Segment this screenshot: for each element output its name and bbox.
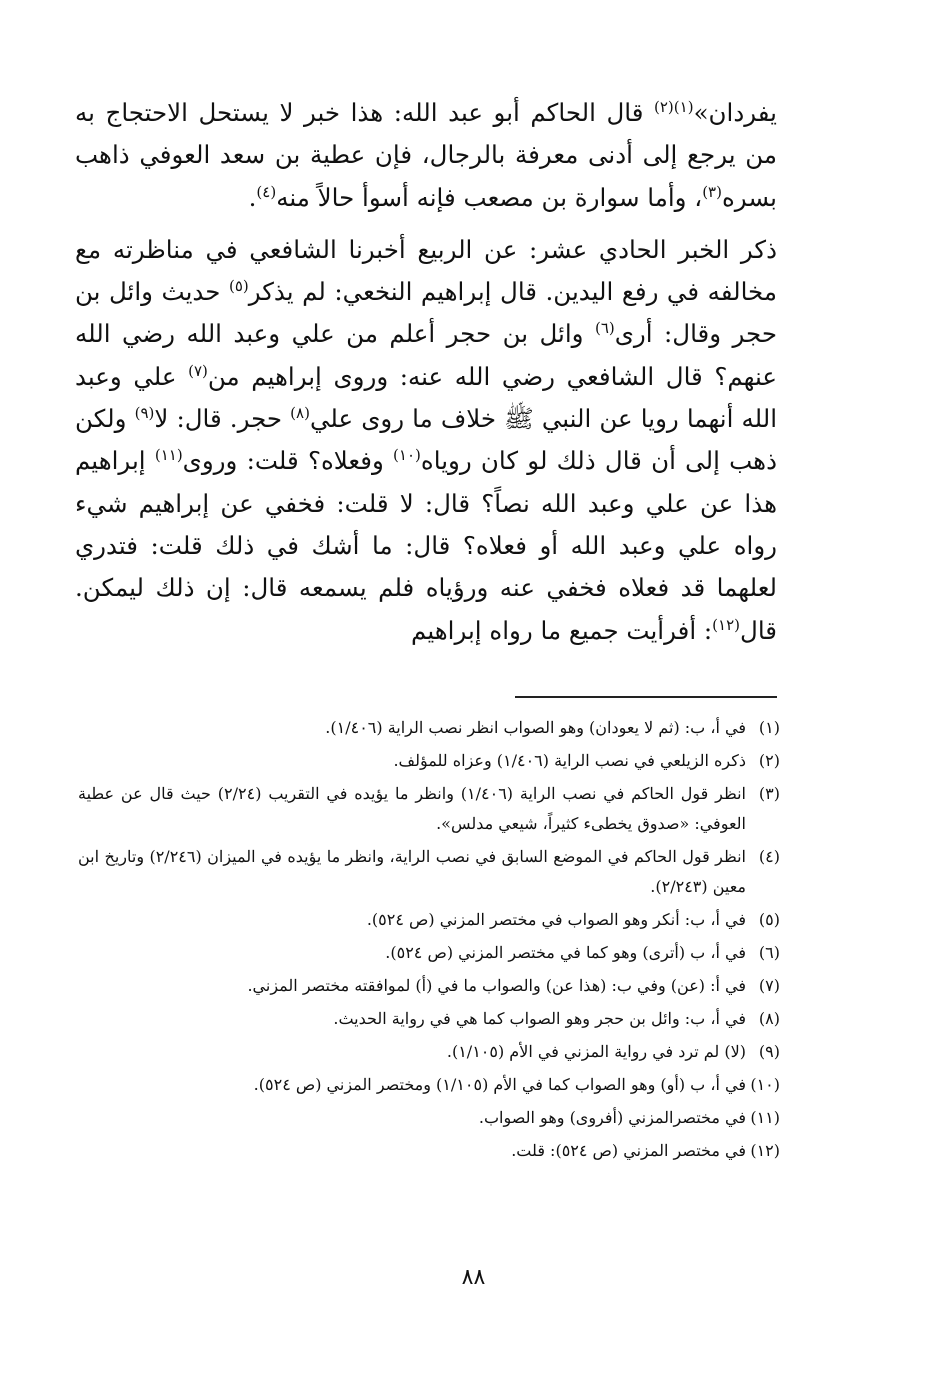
- footnote: [78, 746, 780, 776]
- footnote-reference: (٨): [290, 403, 310, 422]
- footnote-text: انظر قول الحاكم في نصب الراية (١/٤٠٦) وانظر ما يؤيده في التقريب (٢/٢٤) حيث قال عن عطية العوفي: «صدوق يخطىء كثيراً، شيعي مدلس».: [78, 784, 746, 833]
- main-text: [75, 92, 777, 652]
- text-run: .: [248, 182, 257, 212]
- text-run: وفعلاه؟ قلت: وروى: [182, 446, 394, 476]
- footnote-text: انظر قول الحاكم في الموضع السابق في نصب الراية، وانظر ما يؤيده في الميزان (٢/٢٤٦) وتاريخ ابن معين (٢/٢٤٣).: [78, 847, 746, 896]
- text-run: وائل بن حجر أعلم من علي وعبد الله رضي الله عنهم؟ قال الشافعي رضي الله عنه: وروى إبراهيم من: [75, 319, 777, 391]
- footnotes: [78, 713, 780, 1169]
- footnote: [78, 1004, 780, 1034]
- footnote-reference: (١): [673, 97, 694, 116]
- footnote-number: (١٢): [750, 1141, 780, 1160]
- text-run: يفردان»: [693, 98, 777, 127]
- footnote-number: (٣): [758, 784, 780, 803]
- footnote-reference: (١٢): [712, 615, 741, 634]
- footnote-text: في أ، ب: أنكر وهو الصواب في مختصر المزني (ص ٥٢٤).: [366, 910, 746, 929]
- footnote-reference: (٢): [654, 97, 674, 116]
- text-run: ذكر الخبر الحادي عشر: عن الربيع أخبرنا الشافعي في مناظرته مع مخالفه في رفع اليدين. قال إبراهيم النخعي: لم يذكر: [75, 234, 777, 307]
- footnote: [78, 1136, 780, 1166]
- footnote: [78, 1103, 780, 1133]
- footnote-reference: (٤): [256, 182, 277, 201]
- footnote-number: (٩): [758, 1042, 780, 1061]
- footnote-reference: (٩): [134, 403, 155, 422]
- footnote-number: (١١): [750, 1108, 780, 1127]
- text-run: ، وأما سوارة بن مصعب فإنه أسوأ حالاً منه: [276, 182, 703, 212]
- paragraph: [75, 229, 777, 652]
- footnote-number: (٦): [758, 943, 780, 962]
- footnote-reference: (٦): [594, 319, 615, 338]
- text-run: ولكن ذهب إلى أن قال ذلك لو كان روياه: [75, 404, 778, 476]
- footnote: [78, 971, 780, 1001]
- footnote-reference: (١١): [154, 446, 183, 465]
- footnote-text: في أ، ب (أو) وهو الصواب كما في الأم (١/١٠٥) ومختصر المزني (ص ٥٢٤).: [253, 1075, 746, 1094]
- footnote-text: في أ، ب: وائل بن حجر وهو الصواب كما هي في رواية الحديث.: [333, 1009, 746, 1028]
- footnote: [78, 779, 780, 839]
- footnote-text: في مختصرالمزني (أفروى) وهو الصواب.: [478, 1108, 746, 1127]
- footnote-reference: (٥): [228, 277, 249, 296]
- footnote-number: (١): [758, 718, 780, 737]
- footnote-number: (٥): [758, 910, 780, 929]
- footnote-number: (٢): [758, 751, 780, 770]
- text-run: قال الحاكم أبو عبد الله: هذا خبر لا يستحل الاحتجاج به من يرجع إلى أدنى معرفة بالرجال، فإن عطية بن سعد العوفي ذاهب بسره: [75, 98, 777, 212]
- footnote: [78, 1037, 780, 1067]
- footnote-text: في مختصر المزني (ص ٥٢٤): قلت.: [511, 1141, 746, 1160]
- footnote-text: في أ، ب: (ثم لا يعودان) وهو الصواب انظر نصب الراية (١/٤٠٦).: [325, 718, 746, 737]
- text-run: : أفرأيت جميع ما رواه إبراهيم: [411, 615, 713, 645]
- paragraph: [75, 92, 777, 219]
- footnote: [78, 905, 780, 935]
- footnote-text: (لا) لم ترد في رواية المزني في الأم (١/١٠٥).: [446, 1042, 746, 1061]
- footnote-reference: (١٠): [393, 446, 421, 465]
- footnote-number: (٤): [758, 847, 780, 866]
- page-number: ٨٨: [461, 1265, 486, 1290]
- footnote-number: (٨): [758, 1009, 780, 1028]
- footnote-number: (١٠): [750, 1075, 780, 1094]
- footnote: [78, 713, 780, 743]
- footnote-text: في أ، ب (أترى) وهو كما في مختصر المزني (ص ٥٢٤).: [385, 943, 746, 962]
- footnote: [78, 1070, 780, 1100]
- footnote-text: في أ: (عن) وفي ب: (هذا عن) والصواب ما في (أ) لموافقته مختصر المزني.: [247, 976, 746, 995]
- footnote-divider: [515, 696, 777, 698]
- footnote-text: ذكره الزيلعي في نصب الراية (١/٤٠٦) وعزاه للمؤلف.: [393, 751, 746, 770]
- footnote: [78, 938, 780, 968]
- text-run: حجر. قال: لا: [154, 404, 291, 434]
- footnote: [78, 842, 780, 902]
- text-run: حديث وائل بن حجر وقال: أرى: [75, 277, 777, 349]
- text-run: إبراهيم هذا عن علي وعبد الله نصاً؟ قال: لا قلت: فخفي عن إبراهيم شيء رواه علي وعبد الله أو فعلاه؟ قال: ما أشك في ذلك قلت: فتدري لعلهما قد فعلاه فخفي عنه ورؤياه فلم يسمعه قال: إن ذلك ليمكن. قال: [75, 446, 777, 645]
- footnote-reference: (٣): [702, 182, 722, 201]
- text-run: علي وعبد الله أنهما رويا عن النبي ﷺ خلاف ما روى علي: [75, 361, 778, 434]
- footnote-reference: (٧): [188, 361, 208, 380]
- footnote-number: (٧): [758, 976, 780, 995]
